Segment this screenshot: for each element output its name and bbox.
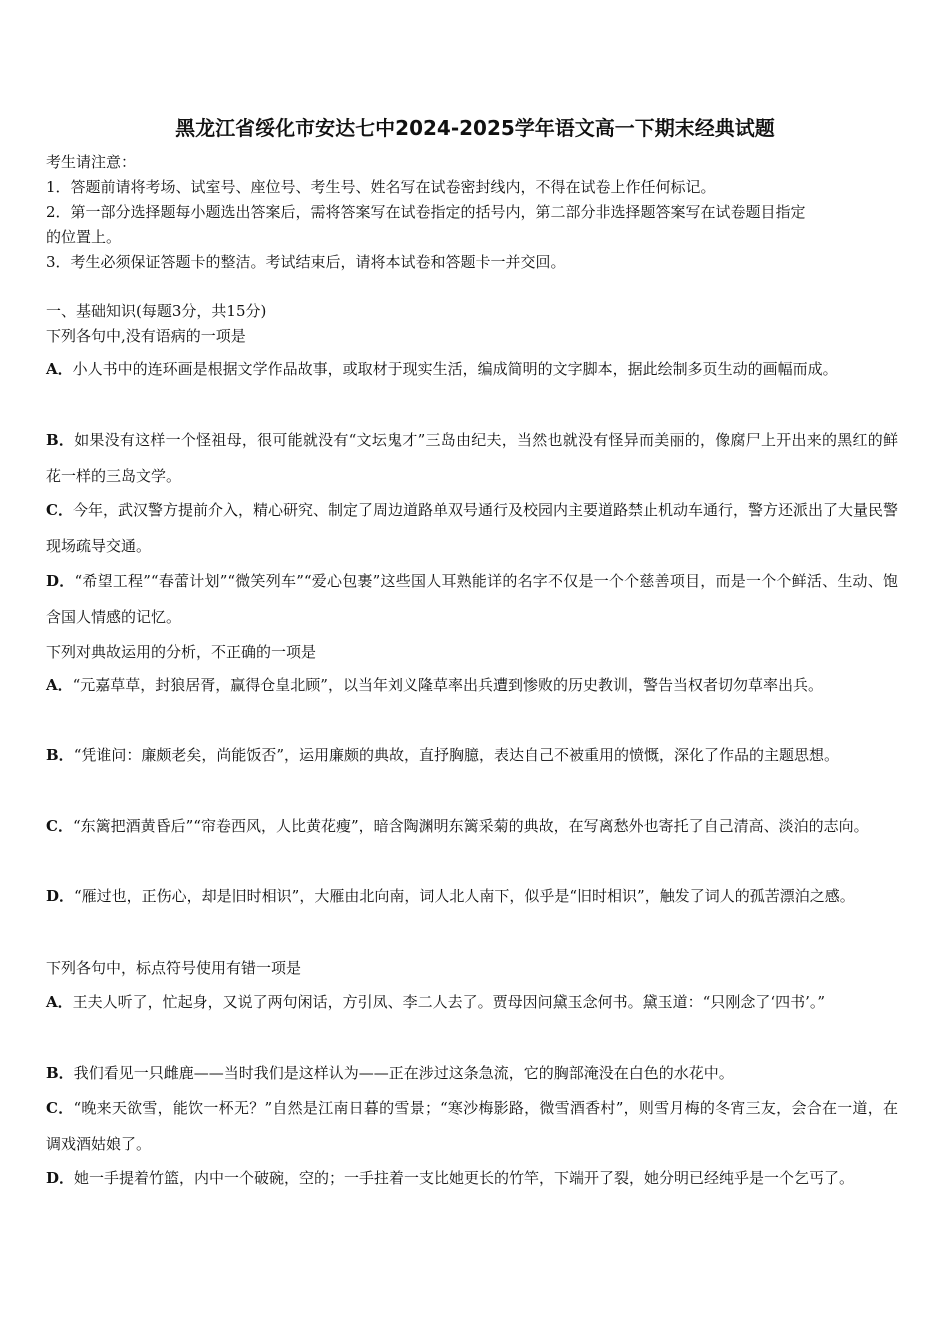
option-b [46, 422, 898, 494]
option-label: B． [46, 1064, 74, 1082]
option-c [46, 1090, 898, 1162]
option-label: A． [46, 993, 73, 1011]
option-text: 今年，武汉警方提前介入，精心研究、制定了周边道路单双号通行及校园内主要道路禁止机动车通行，警方还派出了大量民警现场疏导交通。 [46, 501, 898, 555]
option-text: “雁过也，正伤心，却是旧时相识”，大雁由北向南，词人北人南下，似乎是“旧时相识”，触发了词人的孤苦漂泊之感。 [74, 887, 855, 905]
option-c [46, 808, 898, 844]
notice-heading: 考生请注意： [46, 153, 137, 171]
page-title: 黑龙江省绥化市安达七中2024-2025学年语文高一下期末经典试题 [175, 116, 775, 140]
option-label: C． [46, 501, 73, 519]
option-text: 王夫人听了，忙起身，又说了两句闲话，方引凤、李二人去了。贾母因问黛玉念何书。黛玉道：“只刚念了‘四书’。” [72, 993, 826, 1011]
notice-item: 3．考生必须保证答题卡的整洁。考试结束后，请将本试卷和答题卡一并交回。 [46, 253, 566, 271]
option-label: B． [46, 431, 75, 449]
option-b [46, 737, 898, 773]
option-label: C． [46, 817, 73, 835]
option-text: “晚来天欲雪，能饮一杯无？”自然是江南日暮的雪景；“寒沙梅影路，微雪酒香村”，则雪月梅的冬宵三友，会合在一道，在调戏酒姑娘了。 [46, 1099, 898, 1153]
option-d [46, 563, 898, 635]
option-b [46, 1055, 898, 1091]
option-label: D． [46, 887, 75, 905]
option-d [46, 1160, 898, 1196]
option-label: D． [46, 572, 75, 590]
notice-item: 的位置上。 [46, 228, 122, 246]
option-text: 她一手提着竹篮，内中一个破碗，空的；一手拄着一支比她更长的竹竿，下端开了裂，她分明已经纯乎是一个乞丐了。 [74, 1169, 855, 1187]
notice-item: 2．第一部分选择题每小题选出答案后，需将答案写在试卷指定的括号内，第二部分非选择题答案写在试卷题目指定 [46, 203, 806, 221]
option-text: “东篱把酒黄昏后”“帘卷西风，人比黄花瘦”，暗含陶渊明东篱采菊的典故，在写离愁外也寄托了自己清高、淡泊的志向。 [72, 817, 869, 835]
option-label: C． [46, 1099, 74, 1117]
option-label: B． [46, 746, 74, 764]
question-stem: 下列各句中，标点符号使用有错一项是 [46, 959, 302, 977]
option-label: A． [46, 360, 73, 378]
option-label: D． [46, 1169, 75, 1187]
option-a [46, 984, 898, 1020]
option-d [46, 878, 898, 914]
question-stem: 下列各句中,没有语病的一项是 [46, 327, 246, 345]
option-text: 我们看见一只雌鹿——当时我们是这样认为——正在涉过这条急流，它的胸部淹没在白色的水花中。 [73, 1064, 734, 1082]
option-a [46, 667, 898, 703]
option-label: A． [46, 676, 73, 694]
option-text: “凭谁问：廉颇老矣，尚能饭否”，运用廉颇的典故，直抒胸臆，表达自己不被重用的愤慨，深化了作品的主题思想。 [73, 746, 840, 764]
option-c [46, 492, 898, 564]
question-stem: 下列对典故运用的分析，不正确的一项是 [46, 643, 317, 661]
option-text: 小人书中的连环画是根据文学作品故事，或取材于现实生活，编成简明的文字脚本，据此绘制多页生动的画幅而成。 [72, 360, 838, 378]
option-text: “希望工程”“春蕾计划”“微笑列车”“爱心包裹”这些国人耳熟能详的名字不仅是一个个慈善项目，而是一个个鲜活、生动、饱含国人情感的记忆。 [46, 572, 898, 626]
option-text: “元嘉草草，封狼居胥，赢得仓皇北顾”，以当年刘义隆草率出兵遭到惨败的历史教训，警告当权者切勿草率出兵。 [72, 676, 823, 694]
option-a [46, 351, 898, 387]
section-heading: 一、基础知识(每题3分，共15分) [46, 302, 267, 320]
notice-item: 1．答题前请将考场、试室号、座位号、考生号、姓名写在试卷密封线内，不得在试卷上作任何标记。 [46, 178, 716, 196]
option-text: 如果没有这样一个怪祖母，很可能就没有“文坛鬼才”三岛由纪夫，当然也就没有怪异而美丽的，像腐尸上开出来的黑红的鲜花一样的三岛文学。 [46, 431, 898, 485]
